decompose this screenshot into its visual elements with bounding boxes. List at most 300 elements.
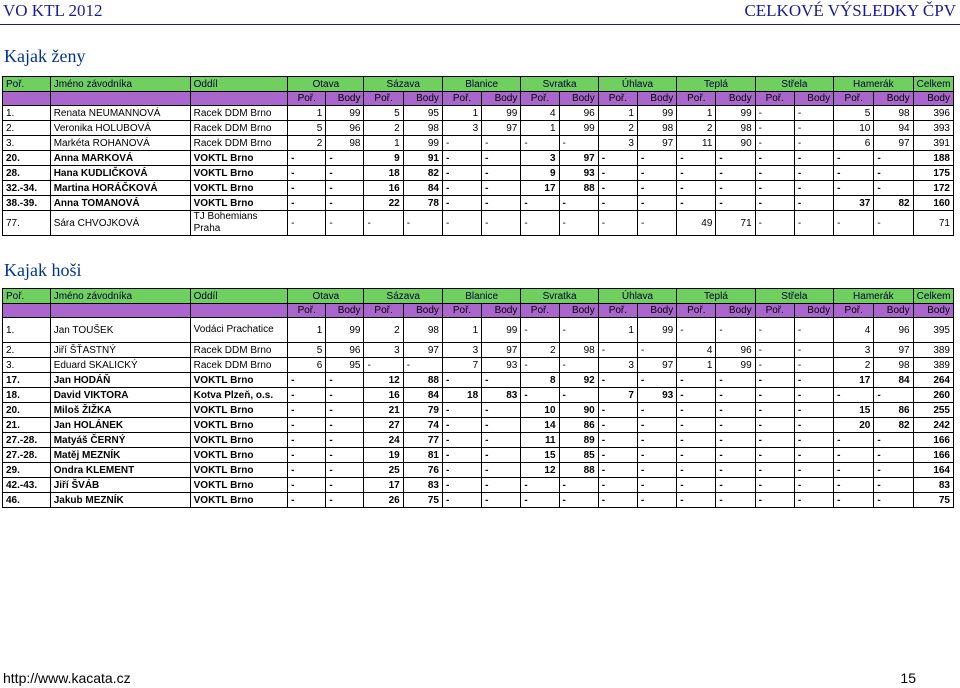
value-cell: 2 <box>364 121 403 136</box>
page-number: 15 <box>900 670 916 686</box>
value-cell: 83 <box>482 388 521 403</box>
value-cell: - <box>677 388 716 403</box>
value-cell: - <box>442 211 481 236</box>
subheader-empty <box>3 304 51 318</box>
value-cell: - <box>637 433 676 448</box>
value-cell: 8 <box>521 373 559 388</box>
club-cell: Racek DDM Brno <box>190 136 288 151</box>
value-cell: 9 <box>521 166 559 181</box>
column-subheader: Body <box>482 304 521 318</box>
name-cell: Veronika HOLUBOVÁ <box>50 121 190 136</box>
name-cell: Matyáš ČERNÝ <box>50 433 190 448</box>
value-cell: - <box>326 181 364 196</box>
value-cell: - <box>326 166 364 181</box>
table-row <box>3 181 954 196</box>
table-row <box>3 211 954 236</box>
value-cell: - <box>794 121 833 136</box>
column-subheader: Poř. <box>521 92 559 106</box>
value-cell: - <box>559 478 598 493</box>
column-header: Celkem <box>913 289 953 304</box>
value-cell: - <box>677 403 716 418</box>
club-cell: TJ Bohemians Praha <box>190 211 288 236</box>
value-cell: - <box>326 493 364 508</box>
column-subheader: Body <box>637 304 676 318</box>
value-cell: - <box>677 373 716 388</box>
value-cell: 3 <box>364 343 403 358</box>
value-cell: 3 <box>442 121 481 136</box>
subheader-row <box>3 92 954 106</box>
value-cell: 172 <box>913 181 953 196</box>
column-header: Sázava <box>364 77 442 92</box>
value-cell: - <box>559 388 598 403</box>
value-cell: - <box>521 318 559 343</box>
value-cell: 96 <box>874 318 913 343</box>
value-cell: - <box>716 373 755 388</box>
name-cell: Jan TOUŠEK <box>50 318 190 343</box>
value-cell: 82 <box>874 418 913 433</box>
value-cell: - <box>521 493 559 508</box>
value-cell: - <box>755 493 794 508</box>
table-row <box>3 493 954 508</box>
value-cell: - <box>716 418 755 433</box>
value-cell: - <box>677 196 716 211</box>
value-cell: - <box>482 493 521 508</box>
subheader-empty <box>190 92 288 106</box>
value-cell: - <box>755 433 794 448</box>
value-cell: - <box>326 403 364 418</box>
value-cell: - <box>794 403 833 418</box>
value-cell: 188 <box>913 151 953 166</box>
header-row <box>3 289 954 304</box>
value-cell: - <box>874 463 913 478</box>
value-cell: - <box>716 433 755 448</box>
value-cell: 2 <box>521 343 559 358</box>
club-cell: Racek DDM Brno <box>190 358 288 373</box>
column-header: Blanice <box>442 289 520 304</box>
value-cell: - <box>482 418 521 433</box>
column-subheader: Body <box>716 92 755 106</box>
value-cell: - <box>521 358 559 373</box>
value-cell: - <box>403 358 442 373</box>
table-row <box>3 343 954 358</box>
value-cell: 91 <box>403 151 442 166</box>
column-header: Úhlava <box>598 77 676 92</box>
value-cell: - <box>834 493 874 508</box>
value-cell: - <box>794 136 833 151</box>
column-header: Poř. <box>3 77 51 92</box>
value-cell: - <box>874 448 913 463</box>
value-cell: 7 <box>442 358 481 373</box>
rank-cell: 29. <box>3 463 51 478</box>
value-cell: 389 <box>913 343 953 358</box>
value-cell: - <box>482 403 521 418</box>
value-cell: 1 <box>677 358 716 373</box>
value-cell: 12 <box>521 463 559 478</box>
value-cell: 16 <box>364 181 403 196</box>
value-cell: - <box>794 151 833 166</box>
value-cell: 17 <box>834 373 874 388</box>
value-cell: 95 <box>403 106 442 121</box>
column-subheader: Body <box>874 92 913 106</box>
column-header: Svratka <box>521 77 598 92</box>
value-cell: 14 <box>521 418 559 433</box>
value-cell: - <box>637 166 676 181</box>
table-row <box>3 136 954 151</box>
footer-url: http://www.kacata.cz <box>3 670 131 686</box>
value-cell: 25 <box>364 463 403 478</box>
value-cell: 1 <box>521 121 559 136</box>
column-header: Úhlava <box>598 289 676 304</box>
results-table-men <box>2 288 954 508</box>
value-cell: 18 <box>442 388 481 403</box>
value-cell: 160 <box>913 196 953 211</box>
value-cell: 393 <box>913 121 953 136</box>
header-divider <box>0 24 960 25</box>
value-cell: - <box>288 448 326 463</box>
value-cell: 10 <box>834 121 874 136</box>
value-cell: - <box>364 358 403 373</box>
value-cell: - <box>637 181 676 196</box>
value-cell: - <box>755 166 794 181</box>
value-cell: 1 <box>364 136 403 151</box>
value-cell: - <box>598 373 637 388</box>
value-cell: - <box>755 106 794 121</box>
column-header: Střela <box>755 77 833 92</box>
name-cell: Markéta ROHANOVÁ <box>50 136 190 151</box>
rank-cell: 38.-39. <box>3 196 51 211</box>
rank-cell: 27.-28. <box>3 448 51 463</box>
value-cell: 1 <box>598 106 637 121</box>
value-cell: 396 <box>913 106 953 121</box>
club-cell: VOKTL Brno <box>190 151 288 166</box>
column-header: Blanice <box>442 77 520 92</box>
value-cell: - <box>755 463 794 478</box>
value-cell: 18 <box>364 166 403 181</box>
column-header: Svratka <box>521 289 598 304</box>
table-row <box>3 318 954 343</box>
value-cell: 93 <box>559 166 598 181</box>
value-cell: - <box>677 181 716 196</box>
club-cell: VOKTL Brno <box>190 493 288 508</box>
rank-cell: 20. <box>3 403 51 418</box>
value-cell: 3 <box>598 136 637 151</box>
value-cell: - <box>442 373 481 388</box>
column-subheader: Poř. <box>834 304 874 318</box>
column-subheader: Poř. <box>598 92 637 106</box>
rank-cell: 1. <box>3 318 51 343</box>
value-cell: 92 <box>559 373 598 388</box>
value-cell: - <box>834 151 874 166</box>
column-subheader: Body <box>482 92 521 106</box>
value-cell: - <box>874 388 913 403</box>
rank-cell: 42.-43. <box>3 478 51 493</box>
rank-cell: 17. <box>3 373 51 388</box>
value-cell: 71 <box>716 211 755 236</box>
value-cell: 2 <box>834 358 874 373</box>
column-subheader: Poř. <box>442 92 481 106</box>
value-cell: - <box>637 211 676 236</box>
value-cell: - <box>442 166 481 181</box>
name-cell: Renata NEUMANNOVÁ <box>50 106 190 121</box>
value-cell: 10 <box>521 403 559 418</box>
club-cell: Racek DDM Brno <box>190 106 288 121</box>
rank-cell: 2. <box>3 121 51 136</box>
value-cell: - <box>598 448 637 463</box>
value-cell: - <box>637 448 676 463</box>
value-cell: 5 <box>288 121 326 136</box>
value-cell: - <box>598 181 637 196</box>
value-cell: 26 <box>364 493 403 508</box>
column-subheader: Poř. <box>677 304 716 318</box>
club-cell: Racek DDM Brno <box>190 121 288 136</box>
value-cell: 98 <box>716 121 755 136</box>
value-cell: - <box>637 196 676 211</box>
value-cell: - <box>637 478 676 493</box>
value-cell: - <box>598 343 637 358</box>
value-cell: - <box>637 493 676 508</box>
rank-cell: 21. <box>3 418 51 433</box>
value-cell: - <box>288 433 326 448</box>
value-cell: 97 <box>403 343 442 358</box>
value-cell: 98 <box>637 121 676 136</box>
value-cell: - <box>442 478 481 493</box>
value-cell: - <box>288 166 326 181</box>
club-cell: VOKTL Brno <box>190 181 288 196</box>
value-cell: 97 <box>559 151 598 166</box>
value-cell: - <box>755 343 794 358</box>
value-cell: 27 <box>364 418 403 433</box>
value-cell: 24 <box>364 433 403 448</box>
column-header: Poř. <box>3 289 51 304</box>
value-cell: 11 <box>521 433 559 448</box>
value-cell: - <box>716 196 755 211</box>
value-cell: - <box>288 463 326 478</box>
value-cell: - <box>559 318 598 343</box>
value-cell: - <box>482 478 521 493</box>
value-cell: - <box>874 493 913 508</box>
value-cell: - <box>677 448 716 463</box>
name-cell: Jan HOLÁNEK <box>50 418 190 433</box>
value-cell: - <box>326 196 364 211</box>
value-cell: - <box>834 166 874 181</box>
value-cell: 4 <box>677 343 716 358</box>
value-cell: 81 <box>403 448 442 463</box>
column-subheader: Poř. <box>834 92 874 106</box>
value-cell: - <box>716 478 755 493</box>
value-cell: - <box>677 318 716 343</box>
value-cell: 97 <box>482 121 521 136</box>
value-cell: - <box>794 433 833 448</box>
column-subheader: Poř. <box>288 304 326 318</box>
rank-cell: 20. <box>3 151 51 166</box>
document-title: CELKOVÉ VÝSLEDKY ČPV <box>744 1 956 20</box>
value-cell: - <box>637 418 676 433</box>
column-header: Oddíl <box>190 289 288 304</box>
rank-cell: 3. <box>3 358 51 373</box>
name-cell: David VIKTORA <box>50 388 190 403</box>
value-cell: - <box>521 478 559 493</box>
value-cell: - <box>716 166 755 181</box>
value-cell: 175 <box>913 166 953 181</box>
value-cell: 4 <box>521 106 559 121</box>
value-cell: - <box>755 418 794 433</box>
value-cell: - <box>794 196 833 211</box>
name-cell: Jiří ŠŤASTNÝ <box>50 343 190 358</box>
value-cell: 255 <box>913 403 953 418</box>
value-cell: 19 <box>364 448 403 463</box>
value-cell: 89 <box>559 433 598 448</box>
value-cell: 9 <box>364 151 403 166</box>
table-row <box>3 418 954 433</box>
column-header: Střela <box>755 289 833 304</box>
value-cell: 88 <box>559 463 598 478</box>
value-cell: - <box>716 318 755 343</box>
name-cell: Anna TOMANOVÁ <box>50 196 190 211</box>
club-cell: Vodáci Prachatice <box>190 318 288 343</box>
column-subheader: Poř. <box>598 304 637 318</box>
value-cell: - <box>442 136 481 151</box>
value-cell: - <box>874 478 913 493</box>
value-cell: - <box>442 403 481 418</box>
value-cell: - <box>834 211 874 236</box>
name-cell: Sára CHVOJKOVÁ <box>50 211 190 236</box>
value-cell: - <box>326 478 364 493</box>
value-cell: - <box>288 418 326 433</box>
club-cell: Racek DDM Brno <box>190 343 288 358</box>
rank-cell: 2. <box>3 343 51 358</box>
value-cell: - <box>874 151 913 166</box>
value-cell: - <box>598 418 637 433</box>
column-subheader: Body <box>913 304 953 318</box>
value-cell: 99 <box>716 358 755 373</box>
value-cell: 15 <box>834 403 874 418</box>
column-subheader: Poř. <box>755 92 794 106</box>
value-cell: - <box>874 433 913 448</box>
table-row <box>3 448 954 463</box>
value-cell: - <box>288 151 326 166</box>
value-cell: - <box>598 463 637 478</box>
rank-cell: 3. <box>3 136 51 151</box>
value-cell: 1 <box>442 318 481 343</box>
column-subheader: Body <box>794 92 833 106</box>
rank-cell: 28. <box>3 166 51 181</box>
value-cell: - <box>874 211 913 236</box>
value-cell: - <box>755 181 794 196</box>
subheader-empty <box>190 304 288 318</box>
value-cell: - <box>794 493 833 508</box>
value-cell: - <box>288 211 326 236</box>
column-subheader: Body <box>874 304 913 318</box>
value-cell: - <box>442 181 481 196</box>
value-cell: 1 <box>677 106 716 121</box>
value-cell: 90 <box>559 403 598 418</box>
value-cell: 71 <box>913 211 953 236</box>
value-cell: 1 <box>598 318 637 343</box>
value-cell: - <box>794 388 833 403</box>
value-cell: - <box>716 493 755 508</box>
value-cell: 99 <box>326 106 364 121</box>
club-cell: VOKTL Brno <box>190 403 288 418</box>
value-cell: - <box>442 493 481 508</box>
value-cell: 17 <box>364 478 403 493</box>
value-cell: 83 <box>403 478 442 493</box>
value-cell: - <box>521 388 559 403</box>
value-cell: - <box>482 181 521 196</box>
club-cell: VOKTL Brno <box>190 373 288 388</box>
value-cell: - <box>834 388 874 403</box>
value-cell: - <box>288 403 326 418</box>
value-cell: - <box>637 343 676 358</box>
value-cell: - <box>755 121 794 136</box>
value-cell: 79 <box>403 403 442 418</box>
value-cell: - <box>482 136 521 151</box>
value-cell: 389 <box>913 358 953 373</box>
table-row <box>3 106 954 121</box>
value-cell: - <box>834 463 874 478</box>
value-cell: 12 <box>364 373 403 388</box>
value-cell: - <box>598 196 637 211</box>
value-cell: 98 <box>403 318 442 343</box>
value-cell: - <box>637 403 676 418</box>
value-cell: 20 <box>834 418 874 433</box>
value-cell: 97 <box>874 343 913 358</box>
value-cell: - <box>794 166 833 181</box>
name-cell: Ondra KLEMENT <box>50 463 190 478</box>
value-cell: 49 <box>677 211 716 236</box>
column-subheader: Body <box>913 92 953 106</box>
value-cell: 78 <box>403 196 442 211</box>
value-cell: - <box>326 211 364 236</box>
name-cell: Jakub MEZNÍK <box>50 493 190 508</box>
value-cell: - <box>716 181 755 196</box>
column-subheader: Body <box>403 92 442 106</box>
name-cell: Jiří ŠVÁB <box>50 478 190 493</box>
value-cell: 95 <box>326 358 364 373</box>
value-cell: - <box>834 478 874 493</box>
subheader-empty <box>50 92 190 106</box>
value-cell: - <box>637 373 676 388</box>
subheader-empty <box>50 304 190 318</box>
rank-cell: 18. <box>3 388 51 403</box>
column-header: Oddíl <box>190 77 288 92</box>
value-cell: - <box>482 433 521 448</box>
value-cell: - <box>482 166 521 181</box>
value-cell: - <box>834 181 874 196</box>
value-cell: - <box>755 318 794 343</box>
value-cell: - <box>288 196 326 211</box>
value-cell: 98 <box>874 358 913 373</box>
column-subheader: Poř. <box>521 304 559 318</box>
value-cell: 6 <box>834 136 874 151</box>
value-cell: - <box>521 136 559 151</box>
value-cell: - <box>716 403 755 418</box>
column-header: Teplá <box>677 289 755 304</box>
section-title-men: Kajak hoši <box>4 260 82 280</box>
table-row <box>3 433 954 448</box>
value-cell: - <box>482 196 521 211</box>
value-cell: - <box>521 211 559 236</box>
value-cell: - <box>755 211 794 236</box>
value-cell: - <box>442 418 481 433</box>
value-cell: - <box>677 151 716 166</box>
column-subheader: Poř. <box>288 92 326 106</box>
value-cell: - <box>559 136 598 151</box>
column-header: Hamerák <box>834 77 914 92</box>
value-cell: 16 <box>364 388 403 403</box>
value-cell: 99 <box>716 106 755 121</box>
value-cell: - <box>794 448 833 463</box>
value-cell: - <box>677 166 716 181</box>
